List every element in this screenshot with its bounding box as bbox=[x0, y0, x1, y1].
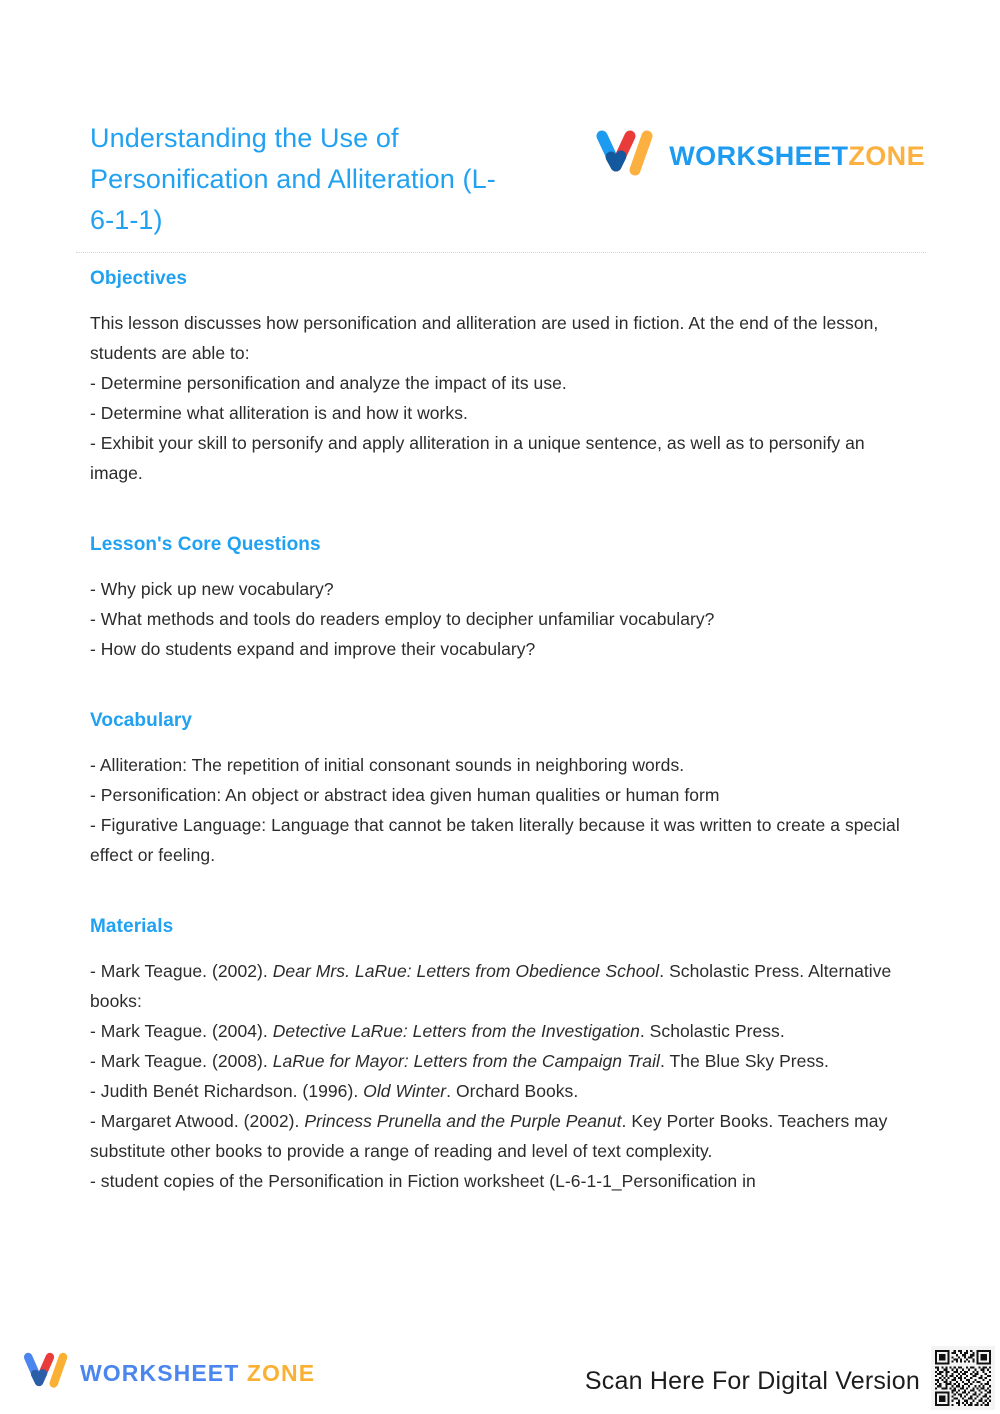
body-text: . Key Porter Books. Teachers may substitute other books to provide a range of reading and level of text complexity. bbox=[90, 1111, 888, 1161]
section-body bbox=[90, 956, 912, 1196]
section-line bbox=[90, 368, 912, 398]
body-text: . Scholastic Press. bbox=[639, 1021, 785, 1041]
page-footer bbox=[0, 1318, 1000, 1414]
section-line bbox=[90, 604, 912, 634]
section-heading: Vocabulary bbox=[90, 710, 193, 731]
body-text: . Orchard Books. bbox=[446, 1081, 579, 1101]
body-text: - Exhibit your skill to personify and apply alliteration in a unique sentence, as well as to personify an image. bbox=[90, 433, 865, 483]
body-text: - Mark Teague. (2004). bbox=[90, 1021, 273, 1041]
title-italic-text: Detective LaRue: Letters from the Investigation bbox=[272, 1021, 640, 1041]
brand-name-secondary: ZONE bbox=[848, 141, 925, 171]
section-heading: Materials bbox=[90, 916, 174, 937]
body-text: - Personification: An object or abstract idea given human qualities or human form bbox=[90, 785, 720, 805]
section-line bbox=[90, 634, 912, 664]
section-body bbox=[90, 750, 912, 870]
body-text: - Mark Teague. (2008). bbox=[90, 1051, 273, 1071]
section-line bbox=[90, 1076, 912, 1106]
section-heading: Objectives bbox=[90, 268, 188, 289]
brand-wordmark bbox=[669, 141, 925, 172]
body-text: - Determine what alliteration is and how it works. bbox=[90, 403, 468, 423]
body-text: - Margaret Atwood. (2002). bbox=[90, 1111, 305, 1131]
body-text: This lesson discusses how personification and alliteration are used in fiction. At the end of the lesson, students are able to: bbox=[90, 313, 879, 363]
worksheetzone-w-logo-icon bbox=[22, 1351, 70, 1396]
title-italic-text: Old Winter bbox=[363, 1081, 447, 1101]
body-text: . Scholastic Press. Alternative books: bbox=[90, 961, 892, 1011]
section-line bbox=[90, 1166, 912, 1196]
body-text: . The Blue Sky Press. bbox=[659, 1051, 829, 1071]
title-italic-text: Princess Prunella and the Purple Peanut bbox=[304, 1111, 622, 1131]
scan-prompt bbox=[585, 1367, 920, 1396]
section-line bbox=[90, 574, 912, 604]
section-body bbox=[90, 308, 912, 488]
scan-label: Scan Here For Digital Version bbox=[584, 1367, 920, 1395]
footer-brand-name-secondary: ZONE bbox=[246, 1360, 316, 1386]
title-italic-text: LaRue for Mayor: Letters from the Campaign Trail bbox=[272, 1051, 660, 1071]
section-line bbox=[90, 956, 912, 1016]
body-text: - Alliteration: The repetition of initial consonant sounds in neighboring words. bbox=[90, 755, 685, 775]
body-text: - Mark Teague. (2002). bbox=[90, 961, 273, 981]
section-line bbox=[90, 810, 912, 870]
body-text: - student copies of the Personification in Fiction worksheet (L-6-1-1_Personification in bbox=[90, 1171, 756, 1191]
body-text: - How do students expand and improve their vocabulary? bbox=[90, 639, 536, 659]
body-text: - What methods and tools do readers employ to decipher unfamiliar vocabulary? bbox=[90, 609, 715, 629]
section-line bbox=[90, 1046, 912, 1076]
title-italic-text: Dear Mrs. LaRue: Letters from Obedience School bbox=[272, 961, 660, 981]
brand-logo[interactable] bbox=[594, 130, 925, 183]
section-heading: Lesson's Core Questions bbox=[90, 534, 321, 555]
section-line bbox=[90, 780, 912, 810]
footer-brand-wordmark bbox=[80, 1360, 315, 1387]
brand-name-primary: WORKSHEET bbox=[669, 141, 849, 171]
section-line bbox=[90, 1016, 912, 1046]
section-line bbox=[90, 308, 912, 368]
footer-brand-name-primary: WORKSHEET bbox=[80, 1360, 240, 1386]
section-line bbox=[90, 398, 912, 428]
section-line bbox=[90, 428, 912, 488]
page-header bbox=[90, 118, 925, 241]
body-text: - Determine personification and analyze the impact of its use. bbox=[90, 373, 567, 393]
qr-code-icon[interactable] bbox=[931, 1346, 995, 1410]
section-body bbox=[90, 574, 912, 664]
page-title: Understanding the Use of Personification and Alliteration (L-6-1-1) bbox=[90, 123, 496, 235]
section-line bbox=[90, 750, 912, 780]
body-text: - Judith Benét Richardson. (1996). bbox=[90, 1081, 364, 1101]
body-text: - Why pick up new vocabulary? bbox=[90, 579, 334, 599]
body-text: - Figurative Language: Language that cannot be taken literally because it was written to create a special effect or feeling. bbox=[90, 815, 900, 865]
footer-brand-logo[interactable] bbox=[22, 1351, 315, 1396]
header-divider bbox=[76, 252, 926, 254]
section-line bbox=[90, 1106, 912, 1166]
worksheet-content bbox=[90, 266, 912, 1196]
worksheetzone-w-logo-icon bbox=[594, 130, 656, 183]
